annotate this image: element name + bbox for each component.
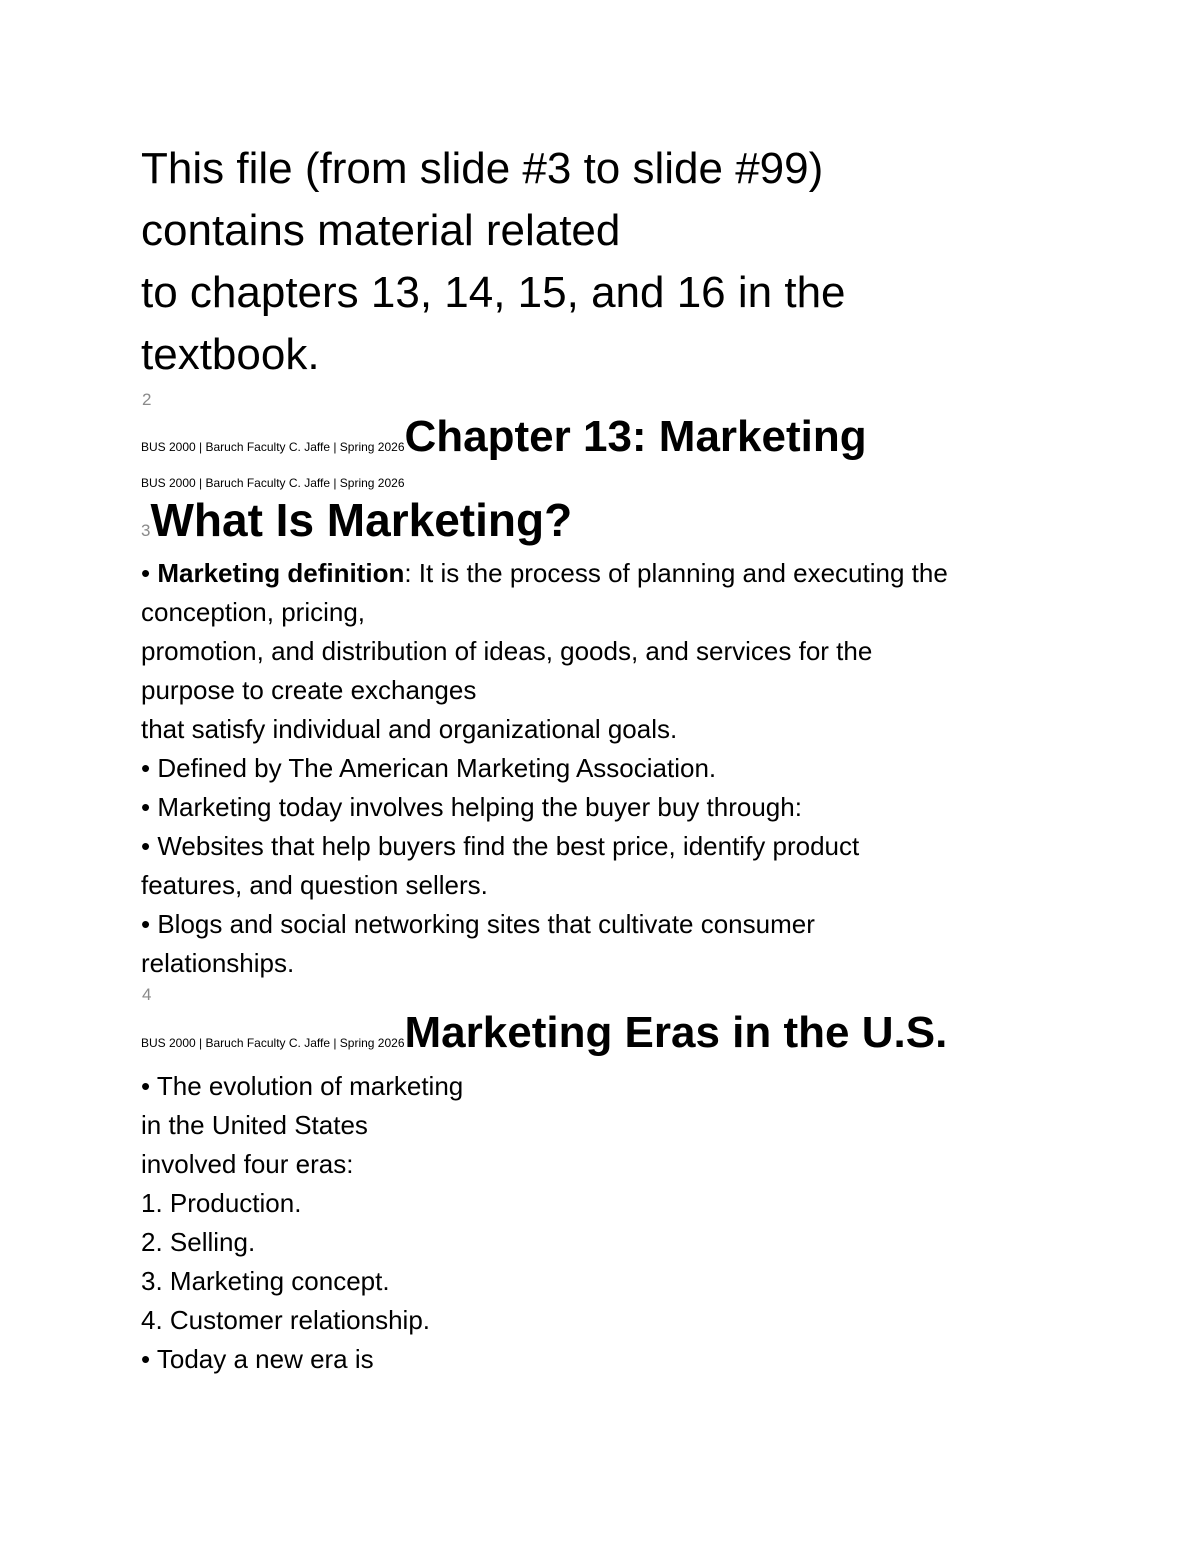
body-line: purpose to create exchanges [141,675,477,705]
intro-line: This file (from slide #3 to slide #99) [141,144,824,193]
intro-line: textbook. [141,330,320,379]
body-line: conception, pricing, [141,597,366,627]
slide-title: Marketing Eras in the U.S. [404,1008,948,1057]
page-number: 2 [142,390,152,409]
list-item: 1. Production. [141,1188,302,1218]
list-item: 4. Customer relationship. [141,1305,431,1335]
definition-term: Marketing definition [157,558,405,588]
body-line: promotion, and distribution of ideas, goods, and services for the [141,636,873,666]
slide-footer: BUS 2000 | Baruch Faculty C. Jaffe | Spring 2026 [141,440,405,454]
page-number: 3 [141,521,151,540]
slide-title: What Is Marketing? [150,494,573,546]
definition-text: : It is the process of planning and executing the [404,558,948,588]
bullet-marker: • [141,558,158,588]
slide-header-row [141,412,867,462]
body-line: • Marketing today involves helping the buyer buy through: [141,792,802,822]
body-line: features, and question sellers. [141,870,488,900]
body-line: • Websites that help buyers find the best price, identify product [141,831,860,861]
body-line: • Defined by The American Marketing Association. [141,753,717,783]
body-line: • Today a new era is [141,1344,374,1374]
body-line: • The evolution of marketing [141,1071,464,1101]
intro-line: to chapters 13, 14, 15, and 16 in the [141,268,846,317]
slide-footer: BUS 2000 | Baruch Faculty C. Jaffe | Spring 2026 [141,1036,405,1050]
list-item: 3. Marketing concept. [141,1266,390,1296]
body-line: in the United States [141,1110,368,1140]
body-line: relationships. [141,948,295,978]
body-line: involved four eras: [141,1149,354,1179]
bullet-line [141,554,948,593]
chapter-title: Chapter 13: Marketing [404,412,867,461]
slide-footer: BUS 2000 | Baruch Faculty C. Jaffe | Spring 2026 [141,476,405,490]
body-line: • Blogs and social networking sites that cultivate consumer [141,909,815,939]
intro-line: contains material related [141,206,621,255]
slide-body [141,1067,463,1379]
slide-body [141,554,948,983]
intro-paragraph [141,138,846,386]
body-line: that satisfy individual and organizational goals. [141,714,678,744]
page-number: 4 [142,985,152,1004]
list-item: 2. Selling. [141,1227,256,1257]
slide-header-row [141,1008,947,1058]
slide-header-row [141,495,572,545]
